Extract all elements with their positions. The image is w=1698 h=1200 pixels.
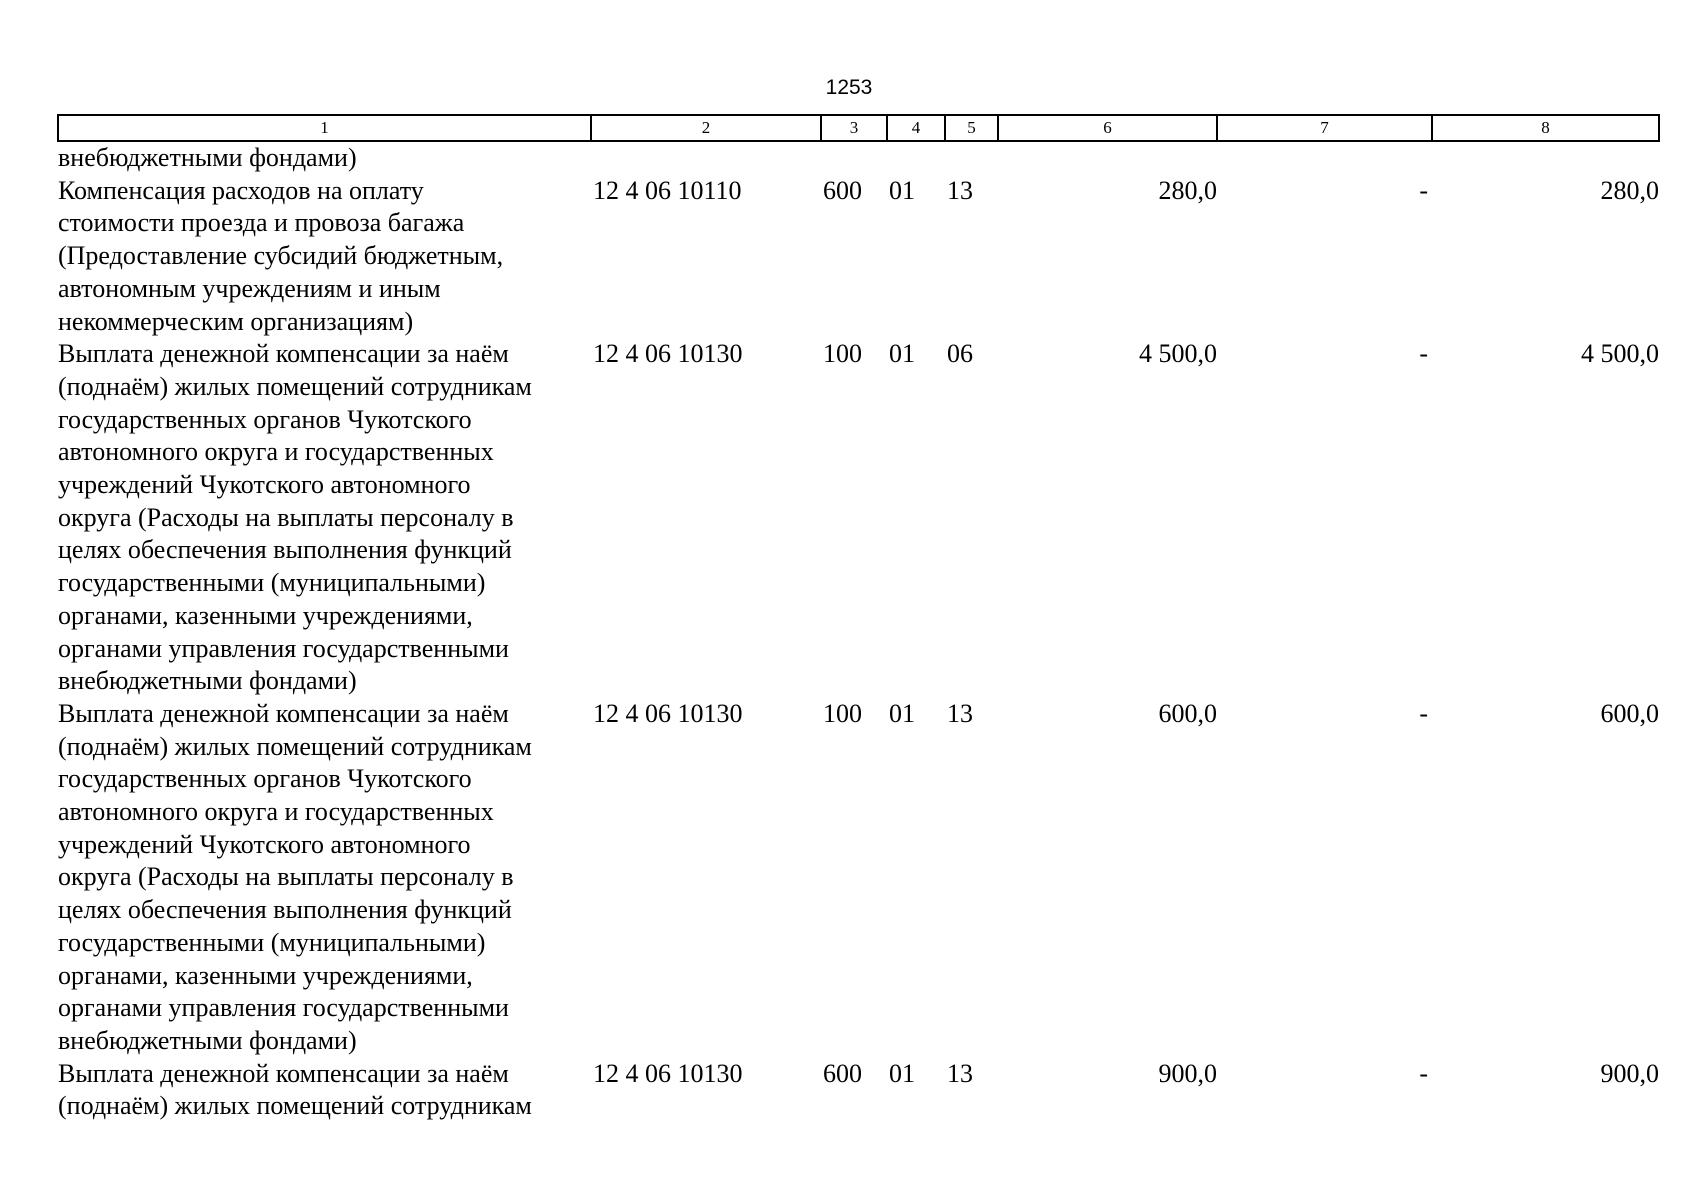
change-cell: - bbox=[1419, 1058, 1428, 1088]
item-name-line: (поднаём) жилых помещений сотрудникам bbox=[58, 371, 532, 401]
item-name-cell bbox=[58, 338, 591, 698]
table-row bbox=[58, 175, 1659, 339]
amount-cell: 280,0 bbox=[1158, 175, 1217, 205]
budget-table-container bbox=[57, 114, 1658, 1123]
item-name-line: государственными (муниципальными) bbox=[58, 927, 486, 957]
item-name-line: органами, казенными учреждениями, bbox=[58, 960, 473, 990]
header-col-8: 8 bbox=[1432, 115, 1659, 141]
item-name-line: автономного округа и государственных bbox=[58, 437, 494, 467]
subsection-cell: 13 bbox=[947, 175, 973, 205]
item-name-line: Выплата денежной компенсации за наём bbox=[58, 1058, 509, 1088]
target-code-cell bbox=[591, 141, 821, 175]
item-name-line: стоимости проезда и провоза багажа bbox=[58, 208, 465, 238]
table-row bbox=[58, 141, 1659, 175]
section-cell: 01 bbox=[889, 175, 915, 205]
item-name-line: учреждений Чукотского автономного bbox=[58, 829, 471, 859]
amount-cell bbox=[998, 141, 1217, 175]
table-body bbox=[58, 141, 1659, 1123]
page-number: 1253 bbox=[825, 76, 873, 99]
item-name-cell bbox=[58, 698, 591, 1058]
item-name-line: (поднаём) жилых помещений сотрудникам bbox=[58, 731, 532, 761]
item-name-line: округа (Расходы на выплаты персоналу в bbox=[58, 862, 514, 892]
amount-cell: 600,0 bbox=[1158, 698, 1217, 728]
item-name-cell bbox=[58, 175, 591, 339]
section-cell: 01 bbox=[889, 339, 915, 369]
change-cell bbox=[1217, 141, 1432, 175]
item-name-line: Компенсация расходов на оплату bbox=[58, 175, 424, 205]
table-row bbox=[58, 338, 1659, 698]
item-name-line: органами управления государственными bbox=[58, 993, 509, 1023]
expense-type-cell: 100 bbox=[823, 698, 862, 728]
item-name-line: автономного округа и государственных bbox=[58, 797, 494, 827]
total-cell: 600,0 bbox=[1600, 698, 1659, 728]
item-name-line: государственными (муниципальными) bbox=[58, 568, 486, 598]
header-col-4: 4 bbox=[887, 115, 945, 141]
item-name-line: некоммерческим организациям) bbox=[58, 306, 414, 336]
total-cell: 900,0 bbox=[1600, 1058, 1659, 1088]
table-row bbox=[58, 1058, 1659, 1123]
budget-table bbox=[57, 114, 1660, 1123]
total-cell bbox=[1432, 141, 1659, 175]
header-row bbox=[58, 115, 1659, 141]
expense-type-cell: 600 bbox=[823, 175, 862, 205]
header-col-3: 3 bbox=[821, 115, 887, 141]
header-col-5: 5 bbox=[945, 115, 998, 141]
change-cell: - bbox=[1419, 339, 1428, 369]
subsection-cell bbox=[945, 141, 998, 175]
section-cell bbox=[887, 141, 945, 175]
item-name-line: округа (Расходы на выплаты персоналу в bbox=[58, 502, 514, 532]
item-name-line: автономным учреждениям и иным bbox=[58, 273, 441, 303]
table-header bbox=[58, 115, 1659, 141]
target-code-cell: 12 4 06 10130 bbox=[593, 339, 743, 369]
amount-cell: 900,0 bbox=[1158, 1058, 1217, 1088]
section-cell: 01 bbox=[889, 1058, 915, 1088]
item-name-line: Выплата денежной компенсации за наём bbox=[58, 698, 509, 728]
target-code-cell: 12 4 06 10130 bbox=[593, 698, 743, 728]
subsection-cell: 06 bbox=[947, 339, 973, 369]
total-cell: 4 500,0 bbox=[1581, 339, 1659, 369]
item-name-line: учреждений Чукотского автономного bbox=[58, 470, 471, 500]
header-col-1: 1 bbox=[58, 115, 591, 141]
expense-type-cell bbox=[821, 141, 887, 175]
expense-type-cell: 600 bbox=[823, 1058, 862, 1088]
item-name-cell bbox=[58, 1058, 591, 1123]
section-cell: 01 bbox=[889, 698, 915, 728]
item-name-line: органами, казенными учреждениями, bbox=[58, 600, 473, 630]
header-col-7: 7 bbox=[1217, 115, 1432, 141]
expense-type-cell: 100 bbox=[823, 339, 862, 369]
amount-cell: 4 500,0 bbox=[1139, 339, 1217, 369]
item-name-line: внебюджетными фондами) bbox=[58, 1025, 357, 1055]
item-name-line: Выплата денежной компенсации за наём bbox=[58, 339, 509, 369]
item-name-line: внебюджетными фондами) bbox=[58, 666, 357, 696]
item-name-line: целях обеспечения выполнения функций bbox=[58, 535, 512, 565]
header-col-6: 6 bbox=[998, 115, 1217, 141]
change-cell: - bbox=[1419, 698, 1428, 728]
header-col-2: 2 bbox=[591, 115, 821, 141]
subsection-cell: 13 bbox=[947, 698, 973, 728]
subsection-cell: 13 bbox=[947, 1058, 973, 1088]
item-name-line: (Предоставление субсидий бюджетным, bbox=[58, 241, 504, 271]
item-name-cell bbox=[58, 141, 591, 175]
item-name-line: государственных органов Чукотского bbox=[58, 764, 472, 794]
target-code-cell: 12 4 06 10130 bbox=[593, 1058, 743, 1088]
item-name-line: целях обеспечения выполнения функций bbox=[58, 895, 512, 925]
target-code-cell: 12 4 06 10110 bbox=[593, 175, 742, 205]
total-cell: 280,0 bbox=[1600, 175, 1659, 205]
item-name-line: органами управления государственными bbox=[58, 633, 509, 663]
item-name-line: государственных органов Чукотского bbox=[58, 404, 472, 434]
item-name-line: внебюджетными фондами) bbox=[58, 143, 357, 172]
table-row bbox=[58, 698, 1659, 1058]
change-cell: - bbox=[1419, 175, 1428, 205]
item-name-line: (поднаём) жилых помещений сотрудникам bbox=[58, 1091, 532, 1121]
